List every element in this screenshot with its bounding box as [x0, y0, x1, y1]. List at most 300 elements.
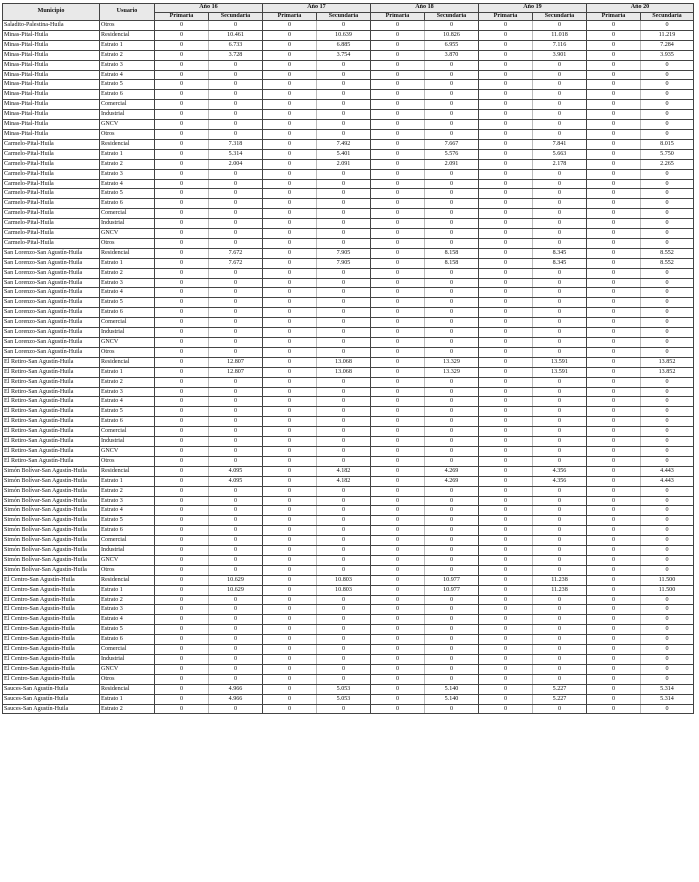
primaria-cell: 0 [479, 625, 533, 635]
primaria-cell: 0 [371, 129, 425, 139]
usuario-cell: Comercial [100, 100, 155, 110]
primaria-cell: 0 [263, 209, 317, 219]
table-row [3, 90, 694, 100]
secundaria-cell: 0 [425, 506, 479, 516]
primaria-cell: 0 [587, 30, 641, 40]
primaria-cell: 0 [587, 546, 641, 556]
primaria-cell: 0 [155, 397, 209, 407]
secundaria-cell: 0 [533, 219, 587, 229]
secundaria-cell: 0 [317, 417, 371, 427]
primaria-cell: 0 [587, 704, 641, 714]
table-row [3, 298, 694, 308]
primaria-cell: 0 [155, 80, 209, 90]
primaria-cell: 0 [155, 278, 209, 288]
primaria-cell: 0 [155, 199, 209, 209]
secundaria-cell: 0 [317, 90, 371, 100]
secundaria-cell: 10.803 [317, 585, 371, 595]
primaria-cell: 0 [479, 179, 533, 189]
usuario-cell: Estrato 2 [100, 377, 155, 387]
secundaria-cell: 0 [425, 219, 479, 229]
secundaria-cell: 0 [425, 407, 479, 417]
primaria-cell: 0 [263, 526, 317, 536]
primaria-cell: 0 [479, 536, 533, 546]
secundaria-cell: 0 [317, 338, 371, 348]
primaria-cell: 0 [371, 169, 425, 179]
secundaria-cell: 0 [425, 595, 479, 605]
municipio-cell: Minas-Pital-Huila [3, 80, 100, 90]
header-year: Año 17 [263, 4, 371, 13]
primaria-cell: 0 [587, 120, 641, 130]
primaria-cell: 0 [587, 219, 641, 229]
primaria-cell: 0 [479, 308, 533, 318]
primaria-cell: 0 [263, 50, 317, 60]
header-primaria: Primaria [371, 12, 425, 21]
primaria-cell: 0 [263, 546, 317, 556]
usuario-cell: Industrial [100, 110, 155, 120]
primaria-cell: 0 [479, 684, 533, 694]
primaria-cell: 0 [587, 80, 641, 90]
usuario-cell: Estrato 4 [100, 70, 155, 80]
primaria-cell: 0 [587, 159, 641, 169]
table-row [3, 100, 694, 110]
secundaria-cell: 4.269 [425, 466, 479, 476]
primaria-cell: 0 [263, 278, 317, 288]
primaria-cell: 0 [479, 149, 533, 159]
secundaria-cell: 5.663 [533, 149, 587, 159]
primaria-cell: 0 [263, 30, 317, 40]
usuario-cell: Estrato 6 [100, 199, 155, 209]
secundaria-cell: 0 [533, 70, 587, 80]
primaria-cell: 0 [155, 318, 209, 328]
secundaria-cell: 0 [425, 278, 479, 288]
table-row [3, 664, 694, 674]
secundaria-cell: 0 [317, 605, 371, 615]
primaria-cell: 0 [587, 248, 641, 258]
secundaria-cell: 4.095 [209, 466, 263, 476]
table-row [3, 506, 694, 516]
secundaria-cell: 0 [641, 189, 694, 199]
secundaria-cell: 10.803 [317, 575, 371, 585]
municipio-cell: El Retiro-San Agustín-Huila [3, 446, 100, 456]
secundaria-cell: 0 [533, 625, 587, 635]
secundaria-cell: 0 [317, 229, 371, 239]
secundaria-cell: 4.443 [641, 476, 694, 486]
secundaria-cell: 0 [317, 169, 371, 179]
primaria-cell: 0 [479, 446, 533, 456]
usuario-cell: Residencial [100, 684, 155, 694]
secundaria-cell: 0 [317, 536, 371, 546]
secundaria-cell: 0 [209, 516, 263, 526]
primaria-cell: 0 [587, 575, 641, 585]
secundaria-cell: 0 [533, 80, 587, 90]
table-row [3, 635, 694, 645]
primaria-cell: 0 [155, 328, 209, 338]
primaria-cell: 0 [155, 149, 209, 159]
secundaria-cell: 0 [209, 555, 263, 565]
secundaria-cell: 0 [317, 268, 371, 278]
primaria-cell: 0 [263, 308, 317, 318]
secundaria-cell: 0 [641, 219, 694, 229]
usuario-cell: GNCV [100, 555, 155, 565]
secundaria-cell: 0 [533, 90, 587, 100]
secundaria-cell: 0 [425, 129, 479, 139]
primaria-cell: 0 [155, 486, 209, 496]
primaria-cell: 0 [479, 367, 533, 377]
primaria-cell: 0 [371, 60, 425, 70]
secundaria-cell: 0 [209, 536, 263, 546]
primaria-cell: 0 [587, 357, 641, 367]
secundaria-cell: 0 [425, 655, 479, 665]
secundaria-cell: 0 [425, 565, 479, 575]
secundaria-cell: 7.492 [317, 139, 371, 149]
secundaria-cell: 7.667 [425, 139, 479, 149]
primaria-cell: 0 [371, 338, 425, 348]
primaria-cell: 0 [587, 635, 641, 645]
secundaria-cell: 0 [209, 674, 263, 684]
municipio-cell: Carmelo-Pital-Huila [3, 199, 100, 209]
primaria-cell: 0 [479, 338, 533, 348]
secundaria-cell: 0 [533, 60, 587, 70]
primaria-cell: 0 [587, 625, 641, 635]
primaria-cell: 0 [155, 268, 209, 278]
primaria-cell: 0 [587, 684, 641, 694]
secundaria-cell: 0 [425, 288, 479, 298]
usuario-cell: Residencial [100, 466, 155, 476]
secundaria-cell: 0 [317, 615, 371, 625]
secundaria-cell: 4.443 [641, 466, 694, 476]
secundaria-cell: 0 [209, 615, 263, 625]
primaria-cell: 0 [155, 169, 209, 179]
primaria-cell: 0 [587, 466, 641, 476]
secundaria-cell: 0 [317, 110, 371, 120]
primaria-cell: 0 [155, 60, 209, 70]
secundaria-cell: 7.672 [209, 258, 263, 268]
secundaria-cell: 0 [209, 546, 263, 556]
primaria-cell: 0 [263, 199, 317, 209]
secundaria-cell: 0 [317, 238, 371, 248]
primaria-cell: 0 [263, 328, 317, 338]
secundaria-cell: 0 [425, 318, 479, 328]
primaria-cell: 0 [263, 318, 317, 328]
primaria-cell: 0 [155, 437, 209, 447]
secundaria-cell: 0 [425, 526, 479, 536]
secundaria-cell: 0 [425, 209, 479, 219]
secundaria-cell: 0 [425, 60, 479, 70]
table-row [3, 575, 694, 585]
table-row [3, 229, 694, 239]
secundaria-cell: 0 [209, 110, 263, 120]
secundaria-cell: 5.140 [425, 684, 479, 694]
secundaria-cell: 6.885 [317, 40, 371, 50]
primaria-cell: 0 [371, 40, 425, 50]
secundaria-cell: 0 [533, 318, 587, 328]
usuario-cell: Estrato 6 [100, 526, 155, 536]
primaria-cell: 0 [371, 615, 425, 625]
primaria-cell: 0 [155, 546, 209, 556]
secundaria-cell: 13.068 [317, 357, 371, 367]
primaria-cell: 0 [479, 129, 533, 139]
primaria-cell: 0 [263, 536, 317, 546]
primaria-cell: 0 [263, 694, 317, 704]
secundaria-cell: 0 [533, 238, 587, 248]
primaria-cell: 0 [155, 377, 209, 387]
secundaria-cell: 3.754 [317, 50, 371, 60]
primaria-cell: 0 [479, 40, 533, 50]
table-row [3, 248, 694, 258]
usuario-cell: GNCV [100, 664, 155, 674]
secundaria-cell: 0 [641, 278, 694, 288]
secundaria-cell: 3.901 [533, 50, 587, 60]
primaria-cell: 0 [263, 595, 317, 605]
municipio-cell: Sauces-San Agustín-Huila [3, 704, 100, 714]
table-body [3, 21, 694, 714]
secundaria-cell: 8.158 [425, 258, 479, 268]
table-row [3, 684, 694, 694]
header-secundaria: Secundaria [533, 12, 587, 21]
table-row [3, 417, 694, 427]
secundaria-cell: 0 [317, 70, 371, 80]
primaria-cell: 0 [479, 546, 533, 556]
primaria-cell: 0 [371, 605, 425, 615]
municipio-cell: El Retiro-San Agustín-Huila [3, 397, 100, 407]
primaria-cell: 0 [371, 318, 425, 328]
secundaria-cell: 0 [641, 437, 694, 447]
primaria-cell: 0 [263, 258, 317, 268]
secundaria-cell: 8.552 [641, 248, 694, 258]
table-row [3, 40, 694, 50]
secundaria-cell: 0 [209, 605, 263, 615]
primaria-cell: 0 [263, 496, 317, 506]
primaria-cell: 0 [263, 357, 317, 367]
primaria-cell: 0 [263, 704, 317, 714]
primaria-cell: 0 [155, 496, 209, 506]
municipio-cell: San Lorenzo-San Agustín-Huila [3, 347, 100, 357]
primaria-cell: 0 [371, 159, 425, 169]
data-table [2, 3, 694, 714]
secundaria-cell: 13.852 [641, 357, 694, 367]
usuario-cell: Estrato 3 [100, 278, 155, 288]
secundaria-cell: 0 [209, 565, 263, 575]
table-row [3, 308, 694, 318]
primaria-cell: 0 [479, 516, 533, 526]
municipio-cell: Sauces-San Agustín-Huila [3, 694, 100, 704]
secundaria-cell: 0 [209, 456, 263, 466]
municipio-cell: Minas-Pital-Huila [3, 120, 100, 130]
secundaria-cell: 0 [209, 496, 263, 506]
secundaria-cell: 10.639 [317, 30, 371, 40]
primaria-cell: 0 [155, 417, 209, 427]
primaria-cell: 0 [371, 536, 425, 546]
secundaria-cell: 5.053 [317, 684, 371, 694]
primaria-cell: 0 [371, 546, 425, 556]
secundaria-cell: 0 [641, 90, 694, 100]
secundaria-cell: 0 [533, 446, 587, 456]
usuario-cell: Residencial [100, 30, 155, 40]
secundaria-cell: 0 [425, 427, 479, 437]
secundaria-cell: 0 [533, 169, 587, 179]
table-row [3, 694, 694, 704]
primaria-cell: 0 [479, 288, 533, 298]
secundaria-cell: 0 [425, 516, 479, 526]
secundaria-cell: 0 [641, 21, 694, 31]
secundaria-cell: 0 [641, 347, 694, 357]
primaria-cell: 0 [263, 288, 317, 298]
secundaria-cell: 10.826 [425, 30, 479, 40]
secundaria-cell: 0 [425, 555, 479, 565]
usuario-cell: Otros [100, 565, 155, 575]
primaria-cell: 0 [371, 30, 425, 40]
usuario-cell: Estrato 1 [100, 476, 155, 486]
secundaria-cell: 10.977 [425, 575, 479, 585]
secundaria-cell: 0 [317, 377, 371, 387]
secundaria-cell: 0 [533, 397, 587, 407]
primaria-cell: 0 [479, 615, 533, 625]
secundaria-cell: 0 [533, 328, 587, 338]
primaria-cell: 0 [371, 456, 425, 466]
primaria-cell: 0 [263, 674, 317, 684]
table-row [3, 565, 694, 575]
header-primaria: Primaria [263, 12, 317, 21]
secundaria-cell: 0 [317, 437, 371, 447]
municipio-cell: Simón Bolívar-San Agustín-Huila [3, 565, 100, 575]
primaria-cell: 0 [371, 555, 425, 565]
primaria-cell: 0 [155, 456, 209, 466]
primaria-cell: 0 [263, 21, 317, 31]
usuario-cell: GNCV [100, 338, 155, 348]
secundaria-cell: 0 [641, 407, 694, 417]
usuario-cell: Estrato 4 [100, 506, 155, 516]
usuario-cell: Comercial [100, 536, 155, 546]
secundaria-cell: 0 [641, 605, 694, 615]
primaria-cell: 0 [155, 655, 209, 665]
primaria-cell: 0 [155, 298, 209, 308]
table-row [3, 80, 694, 90]
usuario-cell: Estrato 5 [100, 80, 155, 90]
table-row [3, 536, 694, 546]
primaria-cell: 0 [587, 308, 641, 318]
secundaria-cell: 8.158 [425, 248, 479, 258]
primaria-cell: 0 [587, 664, 641, 674]
primaria-cell: 0 [263, 645, 317, 655]
primaria-cell: 0 [479, 645, 533, 655]
municipio-cell: El Centro-San Agustín-Huila [3, 645, 100, 655]
primaria-cell: 0 [263, 565, 317, 575]
primaria-cell: 0 [263, 615, 317, 625]
secundaria-cell: 0 [209, 80, 263, 90]
secundaria-cell: 0 [641, 328, 694, 338]
secundaria-cell: 13.329 [425, 367, 479, 377]
primaria-cell: 0 [587, 367, 641, 377]
primaria-cell: 0 [587, 268, 641, 278]
primaria-cell: 0 [587, 536, 641, 546]
usuario-cell: GNCV [100, 229, 155, 239]
secundaria-cell: 0 [533, 565, 587, 575]
primaria-cell: 0 [479, 347, 533, 357]
primaria-cell: 0 [479, 635, 533, 645]
secundaria-cell: 0 [641, 486, 694, 496]
secundaria-cell: 0 [317, 21, 371, 31]
secundaria-cell: 0 [317, 397, 371, 407]
secundaria-cell: 0 [209, 377, 263, 387]
municipio-cell: Minas-Pital-Huila [3, 30, 100, 40]
primaria-cell: 0 [263, 506, 317, 516]
primaria-cell: 0 [263, 268, 317, 278]
primaria-cell: 0 [479, 159, 533, 169]
primaria-cell: 0 [155, 338, 209, 348]
secundaria-cell: 0 [533, 536, 587, 546]
secundaria-cell: 0 [533, 199, 587, 209]
primaria-cell: 0 [371, 466, 425, 476]
secundaria-cell: 13.329 [425, 357, 479, 367]
municipio-cell: Minas-Pital-Huila [3, 70, 100, 80]
secundaria-cell: 0 [533, 129, 587, 139]
primaria-cell: 0 [587, 60, 641, 70]
secundaria-cell: 13.068 [317, 367, 371, 377]
primaria-cell: 0 [155, 427, 209, 437]
primaria-cell: 0 [371, 308, 425, 318]
primaria-cell: 0 [479, 318, 533, 328]
primaria-cell: 0 [371, 199, 425, 209]
secundaria-cell: 0 [317, 219, 371, 229]
header-year: Año 19 [479, 4, 587, 13]
municipio-cell: El Centro-San Agustín-Huila [3, 635, 100, 645]
header-secundaria: Secundaria [425, 12, 479, 21]
header-year: Año 16 [155, 4, 263, 13]
secundaria-cell: 0 [641, 129, 694, 139]
primaria-cell: 0 [263, 427, 317, 437]
table-row [3, 496, 694, 506]
primaria-cell: 0 [263, 397, 317, 407]
primaria-cell: 0 [371, 704, 425, 714]
secundaria-cell: 0 [317, 555, 371, 565]
secundaria-cell: 0 [641, 625, 694, 635]
secundaria-cell: 0 [317, 308, 371, 318]
secundaria-cell: 0 [641, 645, 694, 655]
table-row [3, 129, 694, 139]
secundaria-cell: 0 [533, 506, 587, 516]
usuario-cell: Estrato 2 [100, 486, 155, 496]
primaria-cell: 0 [155, 526, 209, 536]
primaria-cell: 0 [263, 149, 317, 159]
secundaria-cell: 5.750 [641, 149, 694, 159]
table-row [3, 347, 694, 357]
usuario-cell: Estrato 4 [100, 397, 155, 407]
secundaria-cell: 0 [641, 209, 694, 219]
primaria-cell: 0 [587, 496, 641, 506]
table-row [3, 427, 694, 437]
primaria-cell: 0 [587, 397, 641, 407]
primaria-cell: 0 [587, 516, 641, 526]
secundaria-cell: 0 [209, 238, 263, 248]
primaria-cell: 0 [587, 238, 641, 248]
usuario-cell: GNCV [100, 446, 155, 456]
usuario-cell: Estrato 2 [100, 268, 155, 278]
municipio-cell: El Centro-San Agustín-Huila [3, 605, 100, 615]
primaria-cell: 0 [263, 555, 317, 565]
header-primaria: Primaria [479, 12, 533, 21]
table-row [3, 456, 694, 466]
primaria-cell: 0 [479, 575, 533, 585]
secundaria-cell: 0 [533, 704, 587, 714]
primaria-cell: 0 [155, 70, 209, 80]
primaria-cell: 0 [479, 21, 533, 31]
primaria-cell: 0 [371, 149, 425, 159]
secundaria-cell: 0 [209, 645, 263, 655]
secundaria-cell: 0 [641, 100, 694, 110]
secundaria-cell: 2.265 [641, 159, 694, 169]
secundaria-cell: 0 [209, 129, 263, 139]
usuario-cell: Estrato 2 [100, 595, 155, 605]
